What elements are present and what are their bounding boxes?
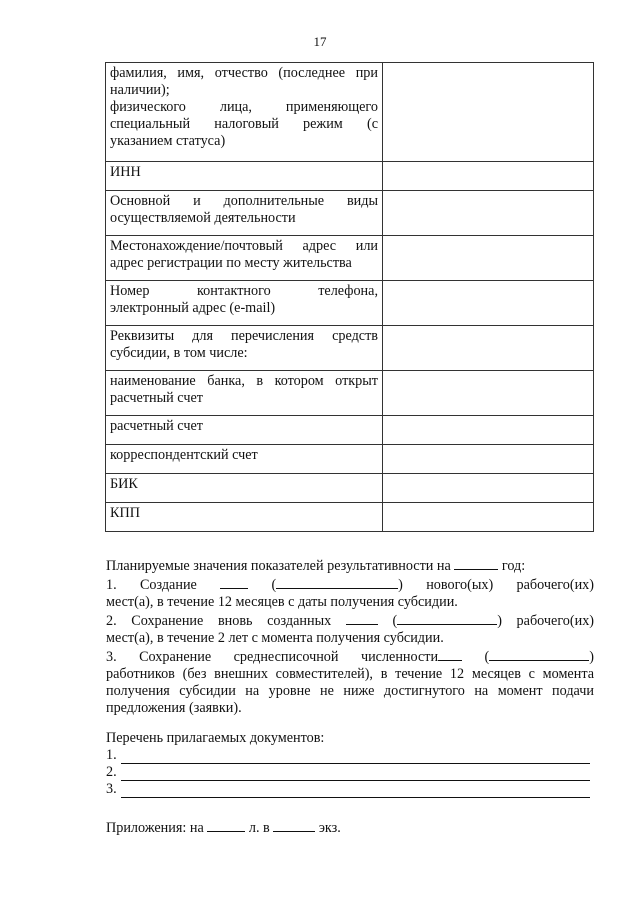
form-row-label: наименование банка, в котором открыт расчетный счет	[106, 371, 383, 416]
form-row-label: Номер контактного телефона, электронный адрес (e-mail)	[106, 281, 383, 326]
form-row-value[interactable]	[383, 63, 594, 162]
indicators-intro-suffix: год:	[501, 558, 526, 574]
form-row	[106, 445, 594, 474]
form-row-label: КПП	[106, 503, 383, 532]
form-row-label: фамилия, имя, отчество (последнее при наличии); физического лица, применяющего специальный налоговый режим (с указанием статуса)	[106, 63, 383, 162]
indicator-3-line4: предложения (заявки).	[106, 700, 242, 716]
form-row-value[interactable]	[383, 236, 594, 281]
document-line-3: 3.	[106, 781, 590, 798]
page-number: 17	[313, 34, 327, 49]
indicator-1-line2: мест(а), в течение 12 месяцев с даты получения субсидии.	[106, 594, 458, 610]
form-row-label: ИНН	[106, 162, 383, 191]
indicator-1-line1: 1. Создание ( ) нового(ых) рабочего(их)	[106, 577, 594, 593]
form-row	[106, 281, 594, 326]
form-row	[106, 416, 594, 445]
form-row	[106, 371, 594, 416]
blank-words-1	[276, 575, 398, 589]
form-row	[106, 63, 594, 162]
form-row-value[interactable]	[383, 445, 594, 474]
form-row-value[interactable]	[383, 474, 594, 503]
form-row-label: корреспондентский счет	[106, 445, 383, 474]
blank-count-2	[346, 611, 378, 625]
applicant-info-table	[105, 62, 594, 532]
form-row-label: БИК	[106, 474, 383, 503]
form-row-label: Реквизиты для перечисления средств субсидии, в том числе:	[106, 326, 383, 371]
attachments-line: Приложения: на л. в экз.	[106, 820, 341, 836]
form-row-label: Основной и дополнительные виды осуществляемой деятельности	[106, 191, 383, 236]
indicator-2-line2: мест(а), в течение 2 лет с момента получения субсидии.	[106, 630, 444, 646]
blank-count-1	[220, 575, 248, 589]
form-row-value[interactable]	[383, 503, 594, 532]
form-row-value[interactable]	[383, 326, 594, 371]
indicator-3-line2: работников (без внешних совместителей), в течение 12 месяцев с момента	[106, 666, 594, 682]
form-row	[106, 326, 594, 371]
form-row	[106, 162, 594, 191]
year-blank	[454, 556, 498, 570]
document-line-2: 2.	[106, 764, 590, 781]
form-row-value[interactable]	[383, 371, 594, 416]
blank-count-3	[438, 647, 462, 661]
documents-section	[106, 730, 590, 798]
indicator-2-line1: 2. Сохранение вновь созданных ( ) рабочего(их)	[106, 613, 595, 629]
documents-title: Перечень прилагаемых документов:	[106, 730, 325, 746]
form-row	[106, 474, 594, 503]
sheets-blank	[207, 818, 245, 832]
form-row	[106, 503, 594, 532]
indicators-intro-text: Планируемые значения показателей результативности на	[106, 558, 451, 574]
indicators-section	[106, 556, 594, 717]
form-row-label: расчетный счет	[106, 416, 383, 445]
form-row-value[interactable]	[383, 416, 594, 445]
document-line-1: 1.	[106, 747, 590, 764]
indicator-3-line1: 3. Сохранение среднесписочной численности ( )	[106, 649, 594, 665]
blank-words-2	[397, 611, 497, 625]
form-row-value[interactable]	[383, 191, 594, 236]
indicator-3-line3: получения субсидии на уровне не ниже достигнутого на момент подачи	[106, 683, 594, 699]
form-row-value[interactable]	[383, 281, 594, 326]
form-row-value[interactable]	[383, 162, 594, 191]
indicators-intro	[106, 556, 594, 575]
form-row-label: Местонахождение/почтовый адрес или адрес регистрации по месту жительства	[106, 236, 383, 281]
copies-blank	[273, 818, 315, 832]
form-row	[106, 191, 594, 236]
form-row	[106, 236, 594, 281]
blank-words-3	[489, 647, 589, 661]
